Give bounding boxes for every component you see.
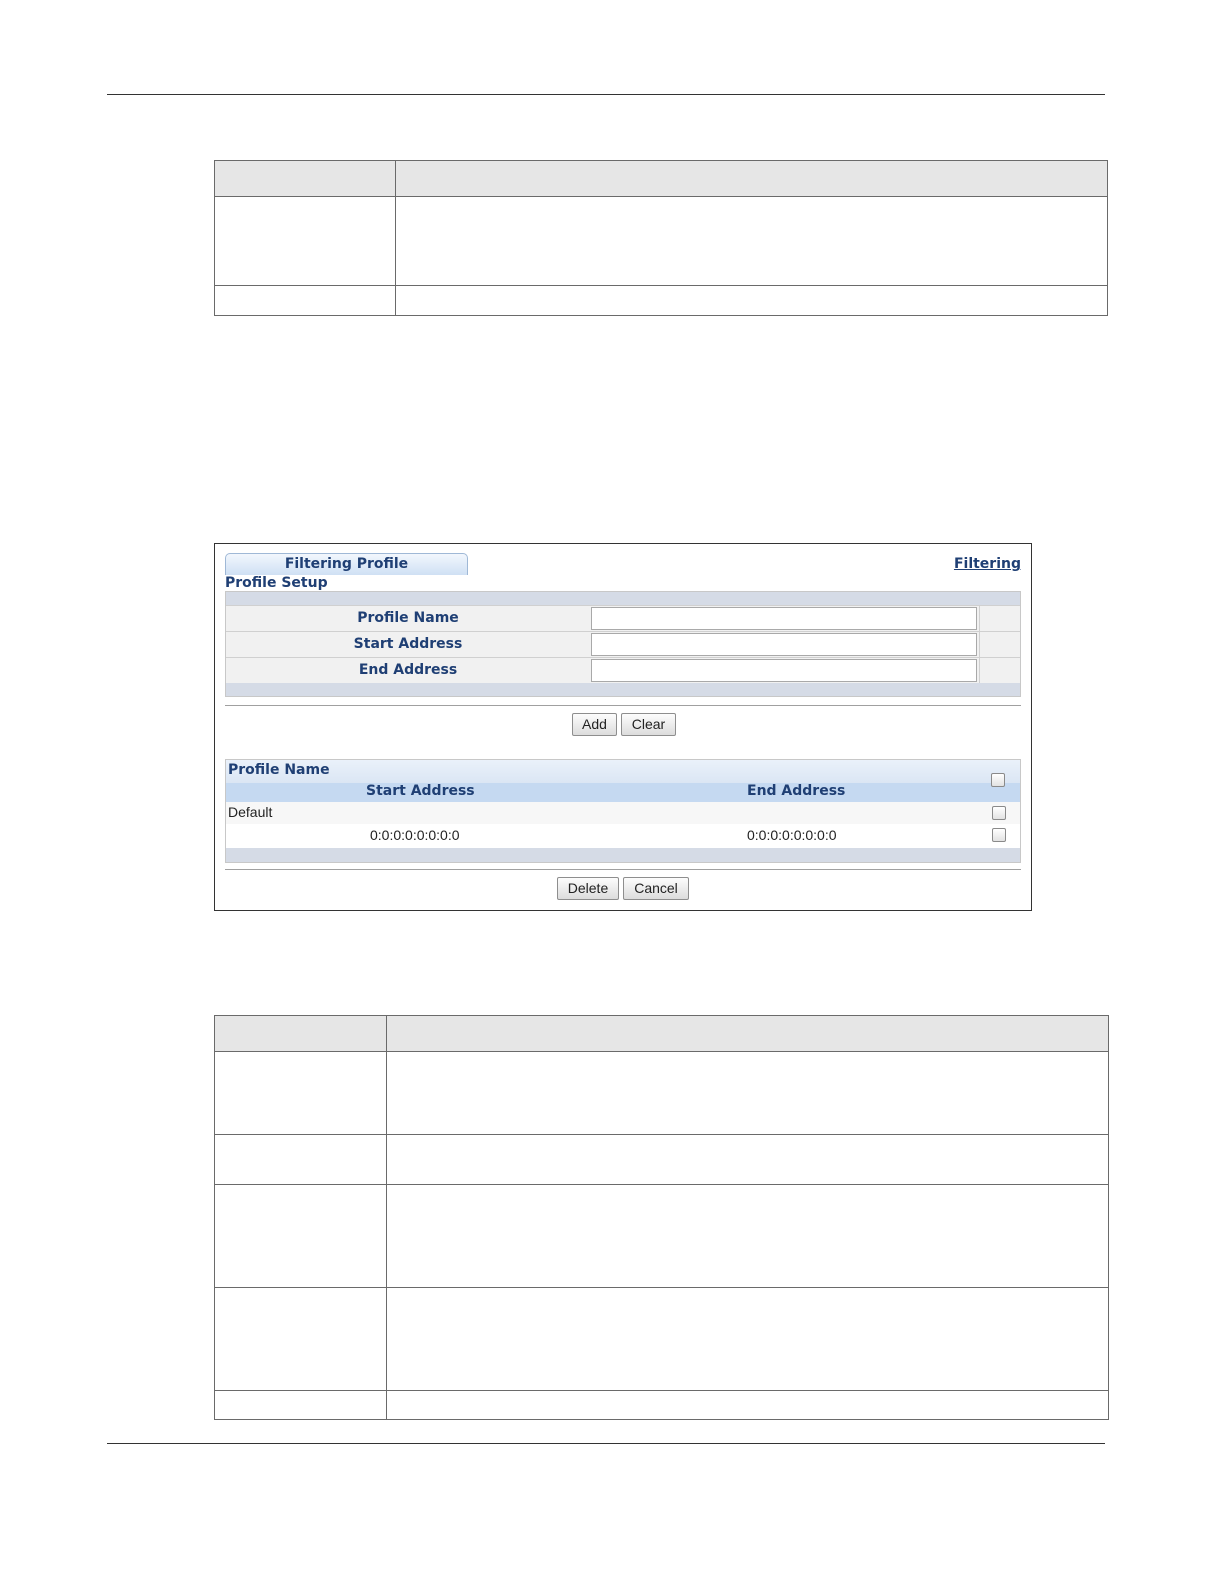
profile-row-checkbox[interactable]: [992, 806, 1006, 820]
table-cell: [215, 286, 396, 316]
clear-button[interactable]: Clear: [621, 713, 676, 736]
address-row-checkbox[interactable]: [992, 828, 1006, 842]
section-title: Profile Setup: [225, 575, 328, 591]
filtering-link[interactable]: Filtering: [953, 556, 1021, 572]
col-profile-name: Profile Name: [228, 762, 330, 778]
start-address-label: Start Address: [353, 636, 463, 652]
form-bottom-strip: [226, 683, 1020, 696]
col-end-address: End Address: [747, 783, 846, 799]
separator: [225, 705, 1021, 706]
table-cell: [387, 1288, 1109, 1391]
cell-divider: [979, 632, 980, 657]
list-bottom-strip: [226, 848, 1020, 862]
list-header-row: [226, 760, 1020, 783]
col-start-address: Start Address: [366, 783, 475, 799]
profile-name-label: Profile Name: [357, 610, 459, 626]
table-header-cell: [215, 161, 396, 197]
end-address-label: End Address: [358, 662, 458, 678]
table-header-cell: [396, 161, 1108, 197]
cancel-button[interactable]: Cancel: [623, 877, 689, 900]
table-cell: [387, 1185, 1109, 1288]
footer-rule: [107, 1443, 1105, 1444]
profile-list: [225, 759, 1021, 863]
table-cell: [387, 1052, 1109, 1135]
form-top-strip: [226, 592, 1020, 605]
cell-divider: [979, 658, 980, 683]
end-address-input[interactable]: [591, 659, 977, 682]
description-table-top: [214, 160, 1108, 316]
table-cell: [215, 1052, 387, 1135]
table-cell: [215, 1135, 387, 1185]
table-cell: [396, 286, 1108, 316]
description-table-bottom: [214, 1015, 1109, 1420]
profile-setup-form: [225, 591, 1021, 697]
table-cell: [215, 1185, 387, 1288]
table-cell: [215, 1391, 387, 1420]
table-header-cell: [387, 1016, 1109, 1052]
cell-divider: [979, 606, 980, 631]
list-subheader-row: [226, 783, 1020, 802]
profile-name-input[interactable]: [591, 607, 977, 630]
end-address-cell: 0:0:0:0:0:0:0:0: [747, 827, 837, 843]
table-cell: [215, 197, 396, 286]
profile-name-row: [226, 605, 1020, 631]
end-address-row: [226, 657, 1020, 683]
table-cell: [215, 1288, 387, 1391]
add-button[interactable]: Add: [572, 713, 617, 736]
start-address-row: [226, 631, 1020, 657]
table-row: [226, 824, 1020, 848]
table-cell: [387, 1391, 1109, 1420]
start-address-cell: 0:0:0:0:0:0:0:0: [370, 827, 460, 843]
table-cell: [396, 197, 1108, 286]
table-cell: [387, 1135, 1109, 1185]
profile-name-cell: Default: [228, 804, 273, 820]
start-address-input[interactable]: [591, 633, 977, 656]
delete-button[interactable]: Delete: [557, 877, 619, 900]
select-all-checkbox[interactable]: [991, 773, 1005, 787]
table-header-cell: [215, 1016, 387, 1052]
header-rule: [107, 94, 1105, 95]
table-row: [226, 802, 1020, 824]
filtering-profile-panel: [214, 543, 1032, 911]
tab-filtering-profile[interactable]: Filtering Profile: [225, 553, 468, 575]
separator: [225, 869, 1021, 870]
